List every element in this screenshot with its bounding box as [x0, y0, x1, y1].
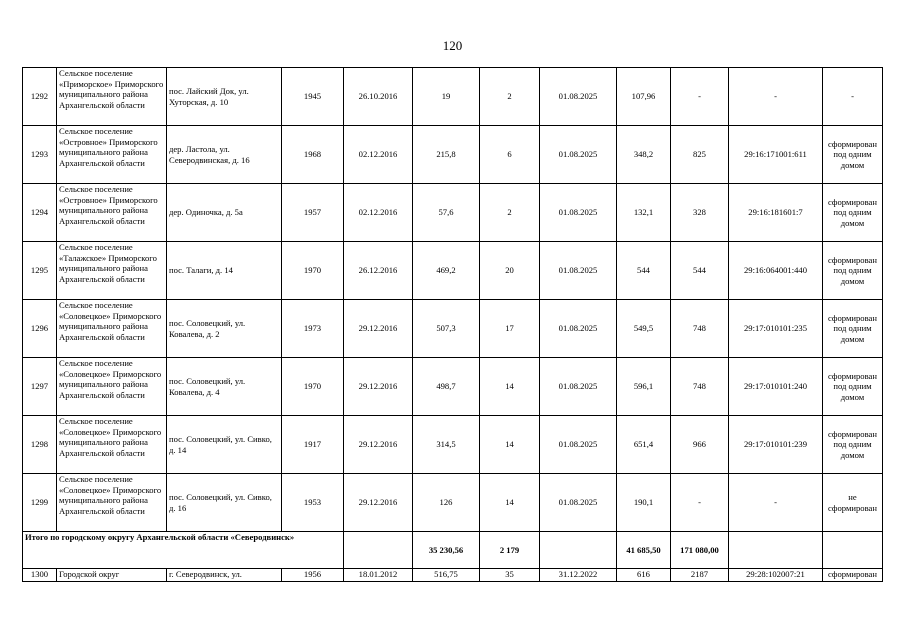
table-row: [23, 474, 883, 532]
residents-cell: 6: [480, 126, 540, 184]
plot-status-cell: не сформирован: [823, 474, 883, 532]
table-row: [23, 300, 883, 358]
table-row: [23, 416, 883, 474]
registry-body: [23, 68, 883, 582]
year-cell: 1970: [282, 242, 344, 300]
table-row: [23, 242, 883, 300]
address-cell: пос. Талаги, д. 14: [167, 242, 282, 300]
row-number-cell: 1297: [23, 358, 57, 416]
land-area-cell: 596,1: [617, 358, 671, 416]
recognition-date-cell: 02.12.2016: [344, 126, 413, 184]
cadastral-number-cell: 29:16:181601:7: [729, 184, 823, 242]
recognition-date-cell: 29.12.2016: [344, 416, 413, 474]
deadline-cell: 01.08.2025: [540, 68, 617, 126]
cadastral-number-cell: 29:16:064001:440: [729, 242, 823, 300]
area-cell: 314,5: [413, 416, 480, 474]
total-empty-cell: [729, 532, 823, 569]
row-number-cell: 1295: [23, 242, 57, 300]
deadline-cell: 01.08.2025: [540, 242, 617, 300]
address-cell: пос. Лайский Док, ул. Хуторская, д. 10: [167, 68, 282, 126]
address-cell: пос. Соловецкий, ул. Сивко, д. 14: [167, 416, 282, 474]
residents-cell: 14: [480, 358, 540, 416]
total-empty-cell: [540, 532, 617, 569]
address-cell: дер. Ластола, ул. Северодвинская, д. 16: [167, 126, 282, 184]
total-label: Итого по городскому округу Архангельской области «Северодвинск»: [23, 532, 344, 569]
recognition-date-cell: 26.10.2016: [344, 68, 413, 126]
residents-cell: 14: [480, 474, 540, 532]
row-number-cell: 1292: [23, 68, 57, 126]
area-cell: 57,6: [413, 184, 480, 242]
plot-status-cell: сформирован под одним домом: [823, 126, 883, 184]
address-cell: дер. Одиночка, д. 5а: [167, 184, 282, 242]
area-cell: 507,3: [413, 300, 480, 358]
deadline-cell: 01.08.2025: [540, 358, 617, 416]
total-area: 35 230,56: [413, 532, 480, 569]
settlement-cell: Сельское поселение «Соловецкое» Приморского муниципального района Архангельской области: [57, 358, 167, 416]
settlement-cell: Сельское поселение «Соловецкое» Приморского муниципального района Архангельской области: [57, 300, 167, 358]
table-row: [23, 184, 883, 242]
settlement-cell: Сельское поселение «Соловецкое» Приморского муниципального района Архангельской области: [57, 416, 167, 474]
plot-area-cell: 328: [671, 184, 729, 242]
address-cell: пос. Соловецкий, ул. Ковалева, д. 2: [167, 300, 282, 358]
plot-status-cell: сформирован под одним домом: [823, 358, 883, 416]
plot-status-cell: сформирован под одним домом: [823, 242, 883, 300]
deadline-cell: 01.08.2025: [540, 184, 617, 242]
residents-cell: 20: [480, 242, 540, 300]
total-empty-cell: [344, 532, 413, 569]
cadastral-number-cell: 29:28:102007:21: [729, 569, 823, 582]
total-residents: 2 179: [480, 532, 540, 569]
plot-area-cell: 2187: [671, 569, 729, 582]
land-area-cell: 132,1: [617, 184, 671, 242]
year-cell: 1917: [282, 416, 344, 474]
total-land-area: 41 685,50: [617, 532, 671, 569]
cadastral-number-cell: 29:17:010101:235: [729, 300, 823, 358]
cadastral-number-cell: -: [729, 68, 823, 126]
row-number-cell: 1300: [23, 569, 57, 582]
settlement-cell: Городской округ: [57, 569, 167, 582]
residents-cell: 17: [480, 300, 540, 358]
address-cell: пос. Соловецкий, ул. Сивко, д. 16: [167, 474, 282, 532]
land-area-cell: 348,2: [617, 126, 671, 184]
table-row: [23, 569, 883, 582]
residents-cell: 2: [480, 184, 540, 242]
recognition-date-cell: 02.12.2016: [344, 184, 413, 242]
plot-status-cell: сформирован под одним домом: [823, 184, 883, 242]
residents-cell: 14: [480, 416, 540, 474]
deadline-cell: 01.08.2025: [540, 416, 617, 474]
plot-status-cell: сформирован: [823, 569, 883, 582]
settlement-cell: Сельское поселение «Островное» Приморского муниципального района Архангельской области: [57, 126, 167, 184]
cadastral-number-cell: 29:17:010101:239: [729, 416, 823, 474]
address-cell: пос. Соловецкий, ул. Ковалева, д. 4: [167, 358, 282, 416]
land-area-cell: 616: [617, 569, 671, 582]
settlement-cell: Сельское поселение «Талажское» Приморского муниципального района Архангельской области: [57, 242, 167, 300]
plot-area-cell: 966: [671, 416, 729, 474]
row-number-cell: 1293: [23, 126, 57, 184]
deadline-cell: 01.08.2025: [540, 474, 617, 532]
residents-cell: 2: [480, 68, 540, 126]
plot-status-cell: сформирован под одним домом: [823, 416, 883, 474]
cadastral-number-cell: 29:16:171001:611: [729, 126, 823, 184]
plot-area-cell: -: [671, 68, 729, 126]
row-number-cell: 1294: [23, 184, 57, 242]
deadline-cell: 31.12.2022: [540, 569, 617, 582]
land-area-cell: 549,5: [617, 300, 671, 358]
table-row: [23, 126, 883, 184]
residents-cell: 35: [480, 569, 540, 582]
recognition-date-cell: 29.12.2016: [344, 300, 413, 358]
land-area-cell: 190,1: [617, 474, 671, 532]
plot-area-cell: 544: [671, 242, 729, 300]
year-cell: 1973: [282, 300, 344, 358]
land-area-cell: 107,96: [617, 68, 671, 126]
year-cell: 1956: [282, 569, 344, 582]
total-plot-area: 171 080,00: [671, 532, 729, 569]
land-area-cell: 544: [617, 242, 671, 300]
year-cell: 1970: [282, 358, 344, 416]
area-cell: 215,8: [413, 126, 480, 184]
deadline-cell: 01.08.2025: [540, 300, 617, 358]
row-number-cell: 1296: [23, 300, 57, 358]
year-cell: 1945: [282, 68, 344, 126]
settlement-cell: Сельское поселение «Соловецкое» Приморского муниципального района Архангельской области: [57, 474, 167, 532]
table-row: [23, 68, 883, 126]
housing-registry-table: [22, 67, 883, 582]
plot-status-cell: -: [823, 68, 883, 126]
recognition-date-cell: 29.12.2016: [344, 358, 413, 416]
address-cell: г. Северодвинск, ул.: [167, 569, 282, 582]
page-number: 120: [442, 38, 463, 53]
year-cell: 1953: [282, 474, 344, 532]
row-number-cell: 1299: [23, 474, 57, 532]
deadline-cell: 01.08.2025: [540, 126, 617, 184]
recognition-date-cell: 29.12.2016: [344, 474, 413, 532]
settlement-cell: Сельское поселение «Приморское» Приморского муниципального района Архангельской области: [57, 68, 167, 126]
area-cell: 516,75: [413, 569, 480, 582]
year-cell: 1957: [282, 184, 344, 242]
cadastral-number-cell: 29:17:010101:240: [729, 358, 823, 416]
total-empty-cell: [823, 532, 883, 569]
recognition-date-cell: 26.12.2016: [344, 242, 413, 300]
row-number-cell: 1298: [23, 416, 57, 474]
table-row: [23, 358, 883, 416]
plot-area-cell: -: [671, 474, 729, 532]
cadastral-number-cell: -: [729, 474, 823, 532]
plot-area-cell: 748: [671, 358, 729, 416]
settlement-cell: Сельское поселение «Островное» Приморского муниципального района Архангельской области: [57, 184, 167, 242]
area-cell: 126: [413, 474, 480, 532]
plot-area-cell: 825: [671, 126, 729, 184]
area-cell: 19: [413, 68, 480, 126]
area-cell: 469,2: [413, 242, 480, 300]
plot-area-cell: 748: [671, 300, 729, 358]
plot-status-cell: сформирован под одним домом: [823, 300, 883, 358]
land-area-cell: 651,4: [617, 416, 671, 474]
area-cell: 498,7: [413, 358, 480, 416]
recognition-date-cell: 18.01.2012: [344, 569, 413, 582]
year-cell: 1968: [282, 126, 344, 184]
total-row: [23, 532, 883, 569]
